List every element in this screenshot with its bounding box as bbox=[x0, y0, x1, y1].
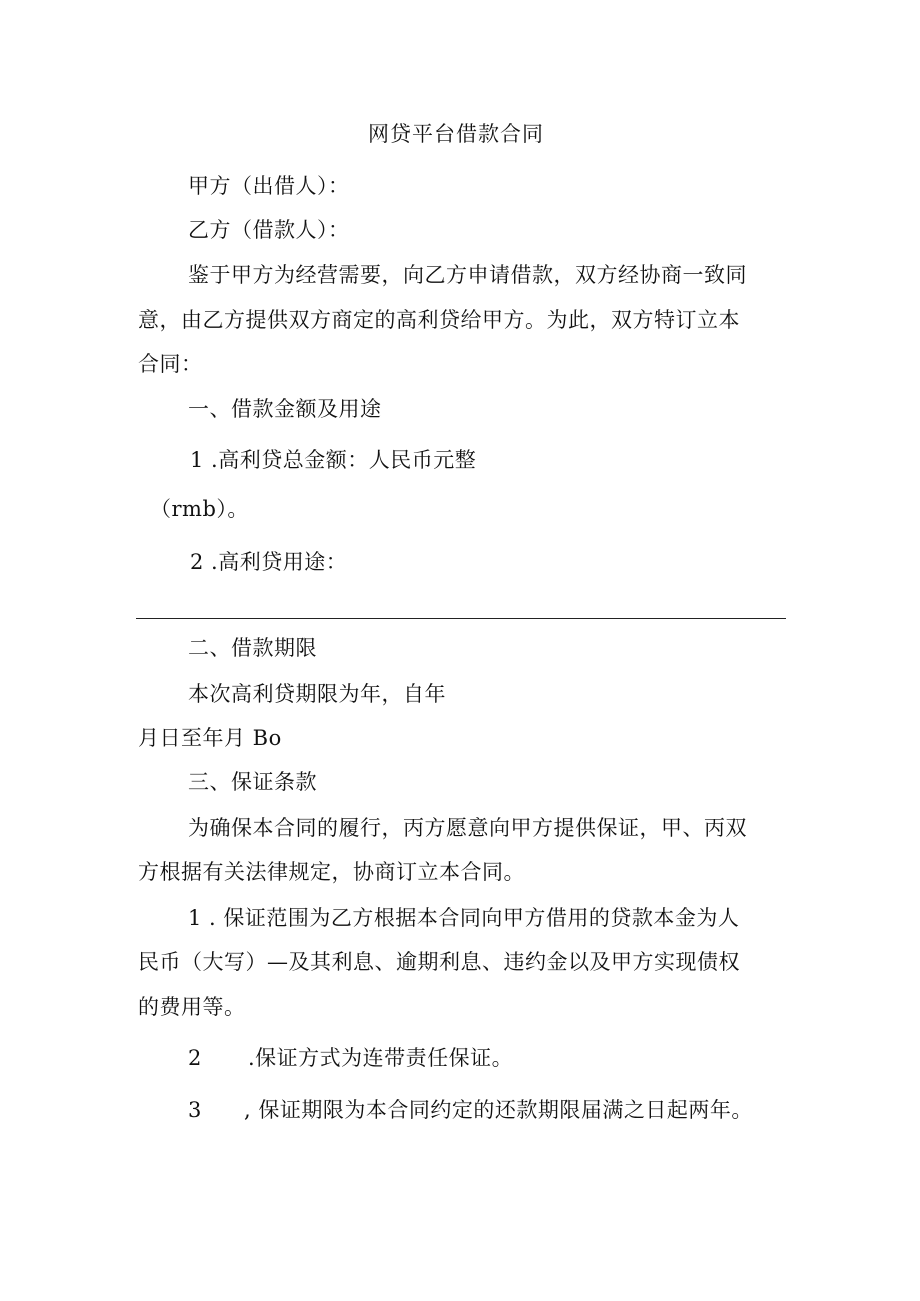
document-title: 网贷平台借款合同 bbox=[368, 122, 544, 146]
section-3-intro-line-1: 为确保本合同的履行，丙方愿意向甲方提供保证，甲、丙双 bbox=[188, 816, 747, 840]
section-1-item-1-line-1: 1 .高利贷总金额：人民币元整 bbox=[190, 448, 477, 472]
preamble-line-3: 合同： bbox=[138, 352, 203, 376]
blank-fill-line bbox=[136, 618, 786, 619]
section-3-intro-line-2: 方根据有关法律规定，协商订立本合同。 bbox=[138, 860, 525, 884]
section-3-item-2-number: 2 bbox=[188, 1046, 202, 1070]
section-3-item-1-line-2: 民币（大写）—及其利息、逾期利息、违约金以及甲方实现债权 bbox=[138, 950, 740, 974]
section-3-item-3-number: 3 bbox=[188, 1098, 202, 1122]
party-b-label: 乙方（借款人）： bbox=[188, 218, 350, 242]
section-1-heading: 一、借款金额及用途 bbox=[188, 397, 382, 421]
section-3-item-3-text: , 保证期限为本合同约定的还款期限届满之日起两年。 bbox=[244, 1098, 753, 1122]
section-3-item-1-line-1: 1 . 保证范围为乙方根据本合同向甲方借用的贷款本金为人 bbox=[188, 906, 740, 930]
section-1-item-2: 2 .高利贷用途： bbox=[190, 550, 348, 574]
section-1-item-1-line-2: （rmb）。 bbox=[150, 497, 249, 521]
section-3-item-1-line-3: 的费用等。 bbox=[138, 995, 246, 1019]
section-3-heading: 三、保证条款 bbox=[188, 770, 317, 794]
section-2-line-2: 月日至年月 Bo bbox=[138, 726, 282, 750]
section-2-heading: 二、借款期限 bbox=[188, 636, 317, 660]
preamble-line-2: 意，由乙方提供双方商定的高利贷给甲方。为此，双方特订立本 bbox=[138, 308, 740, 332]
party-a-label: 甲方（出借人）： bbox=[188, 174, 350, 198]
section-3-item-2-text: .保证方式为连带责任保证。 bbox=[248, 1046, 514, 1070]
section-2-line-1: 本次高利贷期限为年，自年 bbox=[188, 682, 446, 706]
preamble-line-1: 鉴于甲方为经营需要，向乙方申请借款，双方经协商一致同 bbox=[188, 263, 747, 287]
